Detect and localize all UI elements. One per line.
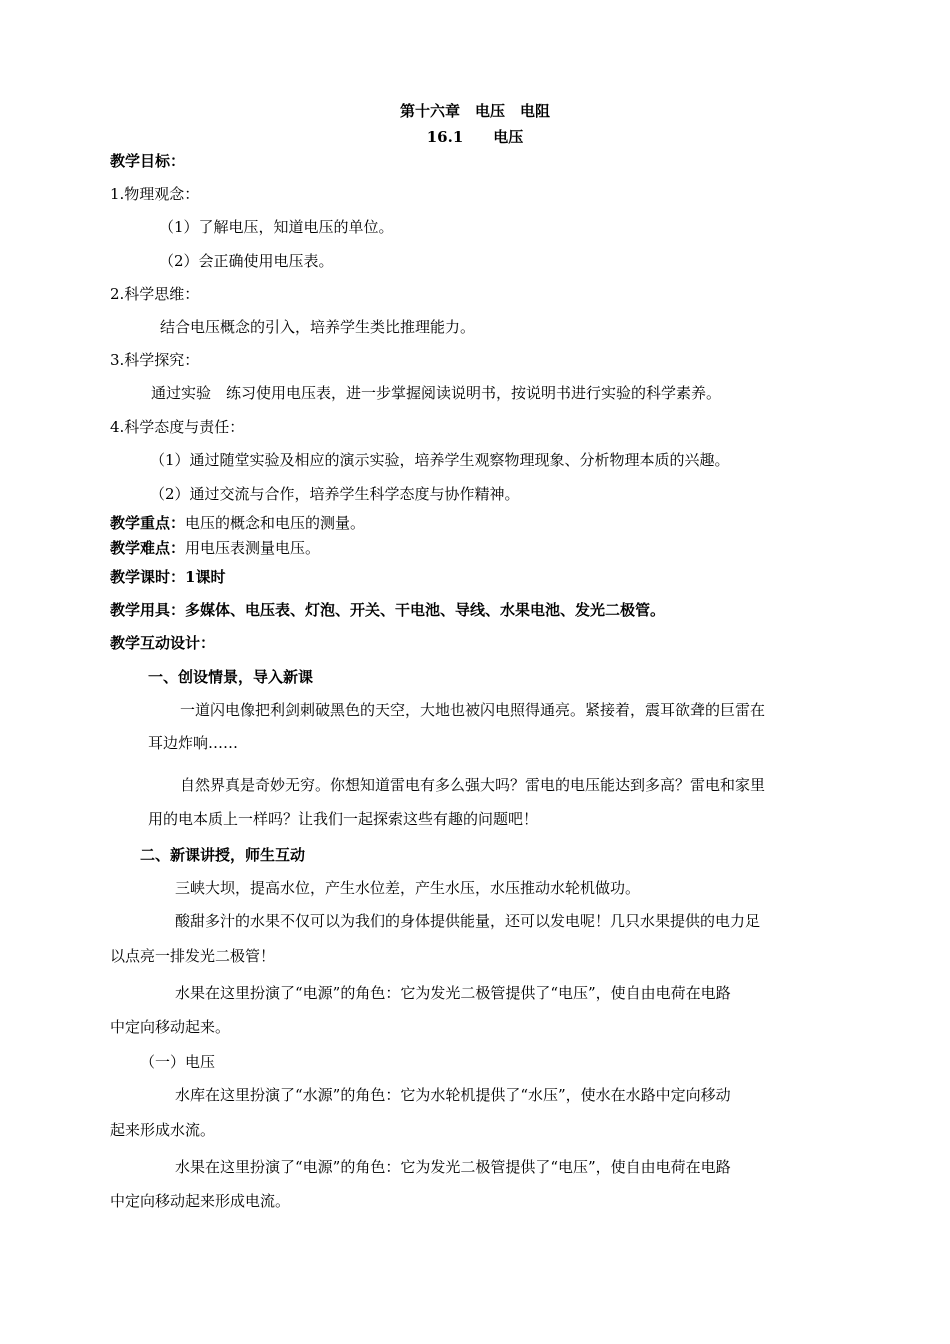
- paragraph-4-line-1: 酸甜多汁的水果不仅可以为我们的身体提供能量，还可以发电呢！几只水果提供的电力足: [175, 912, 761, 930]
- chapter-title: 第十六章 电压 电阻: [399, 102, 550, 120]
- class-hours: 教学课时：1课时: [110, 568, 226, 586]
- part-1-heading: 一、创设情景，导入新课: [148, 668, 314, 686]
- design-heading: 教学互动设计：: [110, 634, 216, 652]
- objective-3-item-a: 通过实验 练习使用电压表，进一步掌握阅读说明书，按说明书进行实验的科学素养。: [151, 384, 722, 402]
- paragraph-7-line-2: 中定向移动起来形成电流。: [110, 1192, 291, 1210]
- difficulty: [110, 538, 320, 558]
- difficulty-label: 教学难点：: [110, 539, 186, 557]
- objective-2-item-a: 结合电压概念的引入，培养学生类比推理能力。: [160, 318, 476, 336]
- part-2-heading: 二、新课讲授，师生互动: [140, 846, 306, 864]
- paragraph-2-line-1: 自然界真是奇妙无穷。你想知道雷电有多么强大吗？雷电的电压能达到多高？雷电和家里: [180, 776, 766, 794]
- key-point-label: 教学重点：: [110, 514, 186, 532]
- objective-1-title: 1.物理观念：: [110, 185, 200, 203]
- paragraph-5-line-1: 水果在这里扮演了“电源”的角色：它为发光二极管提供了“电压”，使自由电荷在电路: [175, 984, 731, 1002]
- objectives-heading: 教学目标：: [110, 152, 186, 170]
- objective-3-title: 3.科学探究：: [110, 351, 200, 369]
- paragraph-1-line-2: 耳边炸响……: [148, 734, 239, 752]
- objective-2-title: 2.科学思维：: [110, 285, 200, 303]
- objective-4-title: 4.科学态度与责任：: [110, 418, 245, 436]
- paragraph-3: 三峡大坝，提高水位，产生水位差，产生水压，水压推动水轮机做功。: [175, 879, 641, 897]
- objective-1-item-b: （2）会正确使用电压表。: [159, 252, 334, 270]
- objective-4-item-a: （1）通过随堂实验及相应的演示实验，培养学生观察物理现象、分析物理本质的兴趣。: [150, 451, 730, 469]
- paragraph-2-line-2: 用的电本质上一样吗？让我们一起探索这些有趣的问题吧！: [148, 810, 539, 828]
- paragraph-1-line-1: 一道闪电像把利剑刺破黑色的天空，大地也被闪电照得通亮。紧接着，震耳欲聋的巨雷在: [180, 701, 766, 719]
- paragraph-6-line-2: 起来形成水流。: [110, 1121, 216, 1139]
- objective-1-item-a: （1）了解电压，知道电压的单位。: [159, 218, 394, 236]
- key-point-text: 电压的概念和电压的测量。: [185, 514, 366, 532]
- teaching-tools: 教学用具：多媒体、电压表、灯泡、开关、干电池、导线、水果电池、发光二极管。: [110, 601, 666, 619]
- objective-4-item-b: （2）通过交流与合作，培养学生科学态度与协作精神。: [150, 485, 520, 503]
- section-title: 16.1 电压: [426, 128, 524, 146]
- paragraph-7-line-1: 水果在这里扮演了“电源”的角色：它为发光二极管提供了“电压”，使自由电荷在电路: [175, 1158, 731, 1176]
- paragraph-6-line-1: 水库在这里扮演了“水源”的角色：它为水轮机提供了“水压”，使水在水路中定向移动: [175, 1086, 731, 1104]
- subsection-1-heading: （一）电压: [140, 1053, 216, 1071]
- difficulty-text: 用电压表测量电压。: [185, 539, 321, 557]
- key-point: [110, 513, 365, 533]
- paragraph-5-line-2: 中定向移动起来。: [110, 1018, 231, 1036]
- paragraph-4-line-2: 以点亮一排发光二极管！: [110, 947, 276, 965]
